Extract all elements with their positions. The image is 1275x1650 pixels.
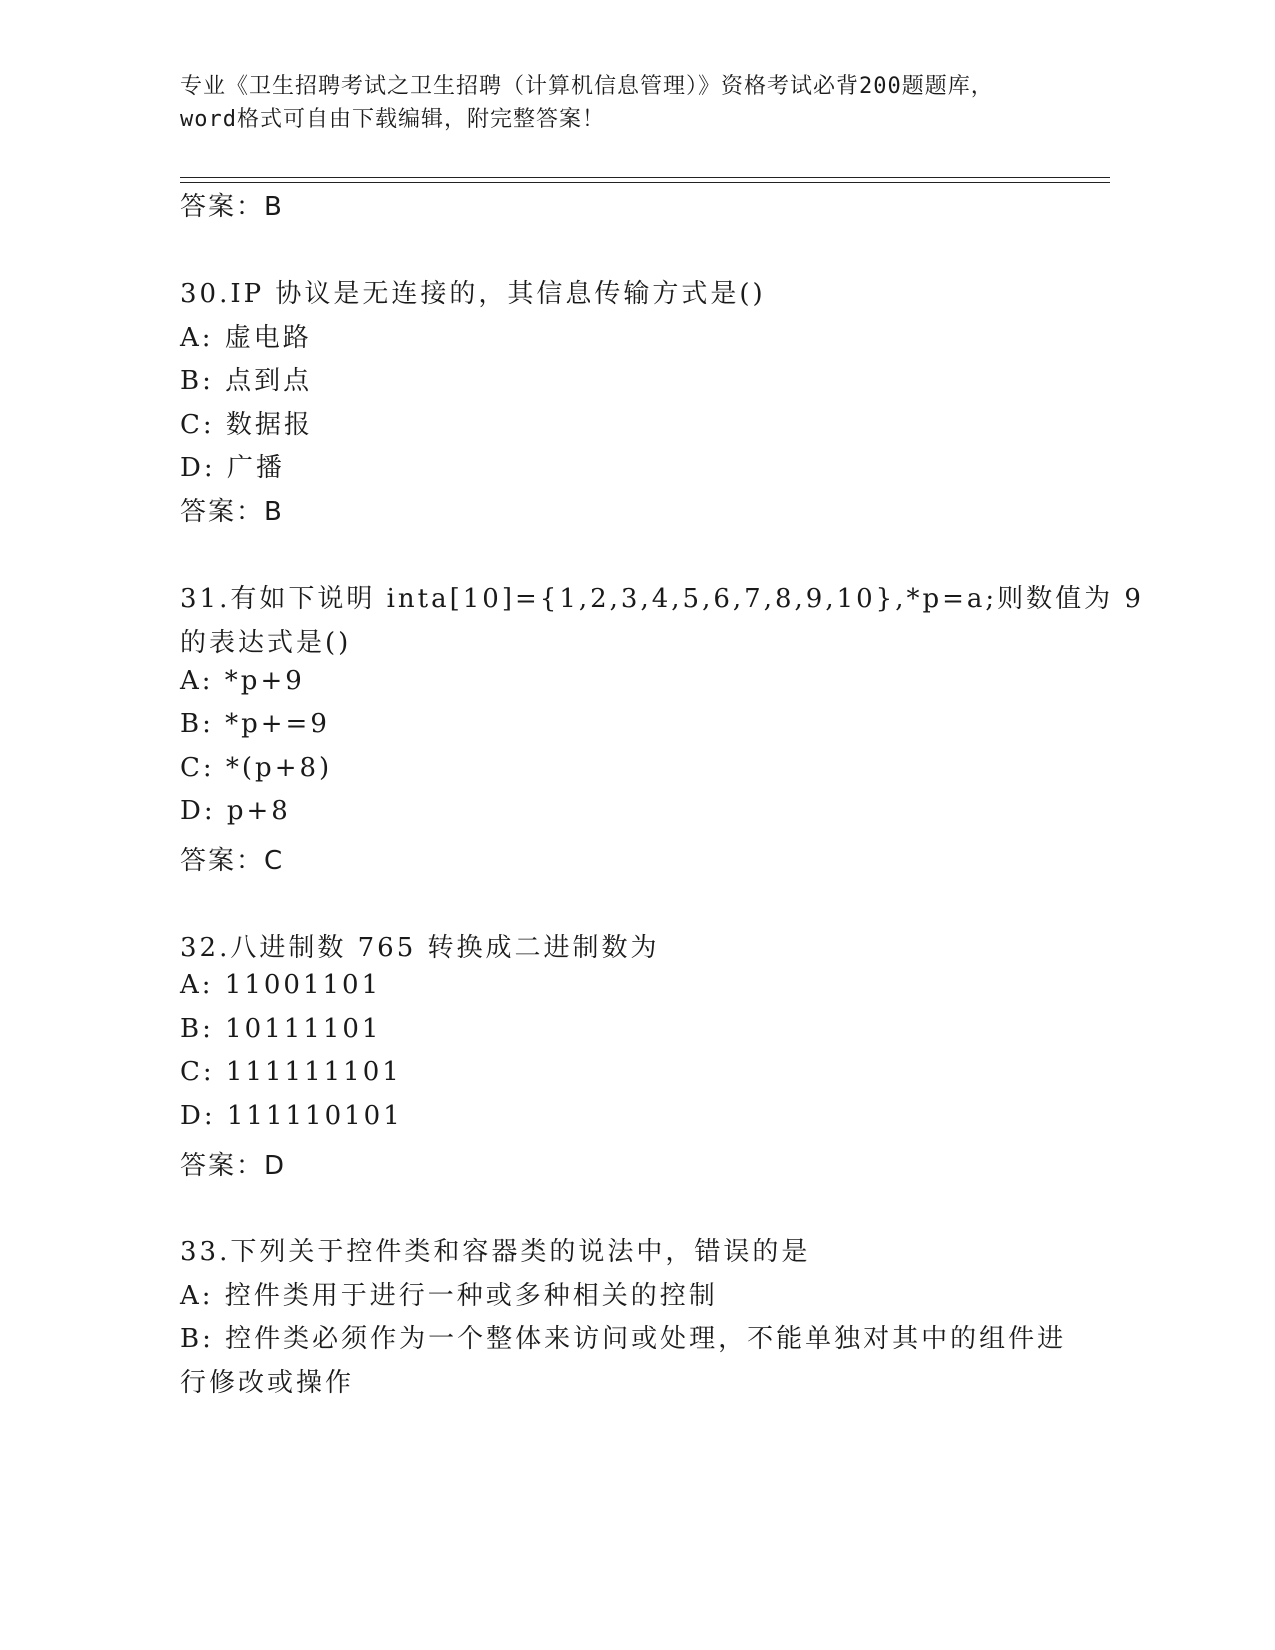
document-header [180, 70, 1060, 136]
option-d: D: p+8 [180, 796, 291, 826]
option-b: B: 控件类必须作为一个整体来访问或处理，不能单独对其中的组件进 [180, 1324, 1067, 1354]
header-line-2: word格式可自由下载编辑，附完整答案！ [180, 107, 605, 132]
header-divider-bottom [180, 182, 1110, 183]
option-c: C: 数据报 [180, 410, 313, 440]
option-c: C: *(p+8) [180, 753, 333, 783]
question-stem: 30.IP 协议是无连接的，其信息传输方式是() [180, 279, 766, 309]
question-stem: 33.下列关于控件类和容器类的说法中，错误的是 [180, 1237, 811, 1267]
question-stem-continued: 的表达式是() [180, 628, 352, 658]
answer-line: 答案：B [180, 192, 284, 222]
question-stem: 31.有如下说明 inta[10]={1,2,3,4,5,6,7,8,9,10},*p=a;则数值为 9 [180, 584, 1144, 614]
answer-line: 答案：C [180, 846, 285, 876]
header-line-1: 专业《卫生招聘考试之卫生招聘（计算机信息管理）》资格考试必背200题题库， [180, 74, 994, 99]
option-d: D: 广播 [180, 453, 285, 483]
option-b: B: 点到点 [180, 366, 313, 396]
option-a: A: *p+9 [180, 666, 305, 696]
question-stem: 32.八进制数 765 转换成二进制数为 [180, 933, 660, 963]
option-b-continued: 行修改或操作 [180, 1368, 355, 1398]
option-c: C: 111111101 [180, 1057, 402, 1087]
option-b: B: 10111101 [180, 1014, 382, 1044]
option-d: D: 111110101 [180, 1101, 403, 1131]
answer-line: 答案：B [180, 497, 284, 527]
answer-line: 答案：D [180, 1151, 287, 1181]
option-a: A: 虚电路 [180, 323, 312, 353]
option-b: B: *p+=9 [180, 709, 330, 739]
option-a: A: 11001101 [180, 970, 382, 1000]
option-a: A: 控件类用于进行一种或多种相关的控制 [180, 1281, 718, 1311]
header-divider-top [180, 177, 1110, 178]
